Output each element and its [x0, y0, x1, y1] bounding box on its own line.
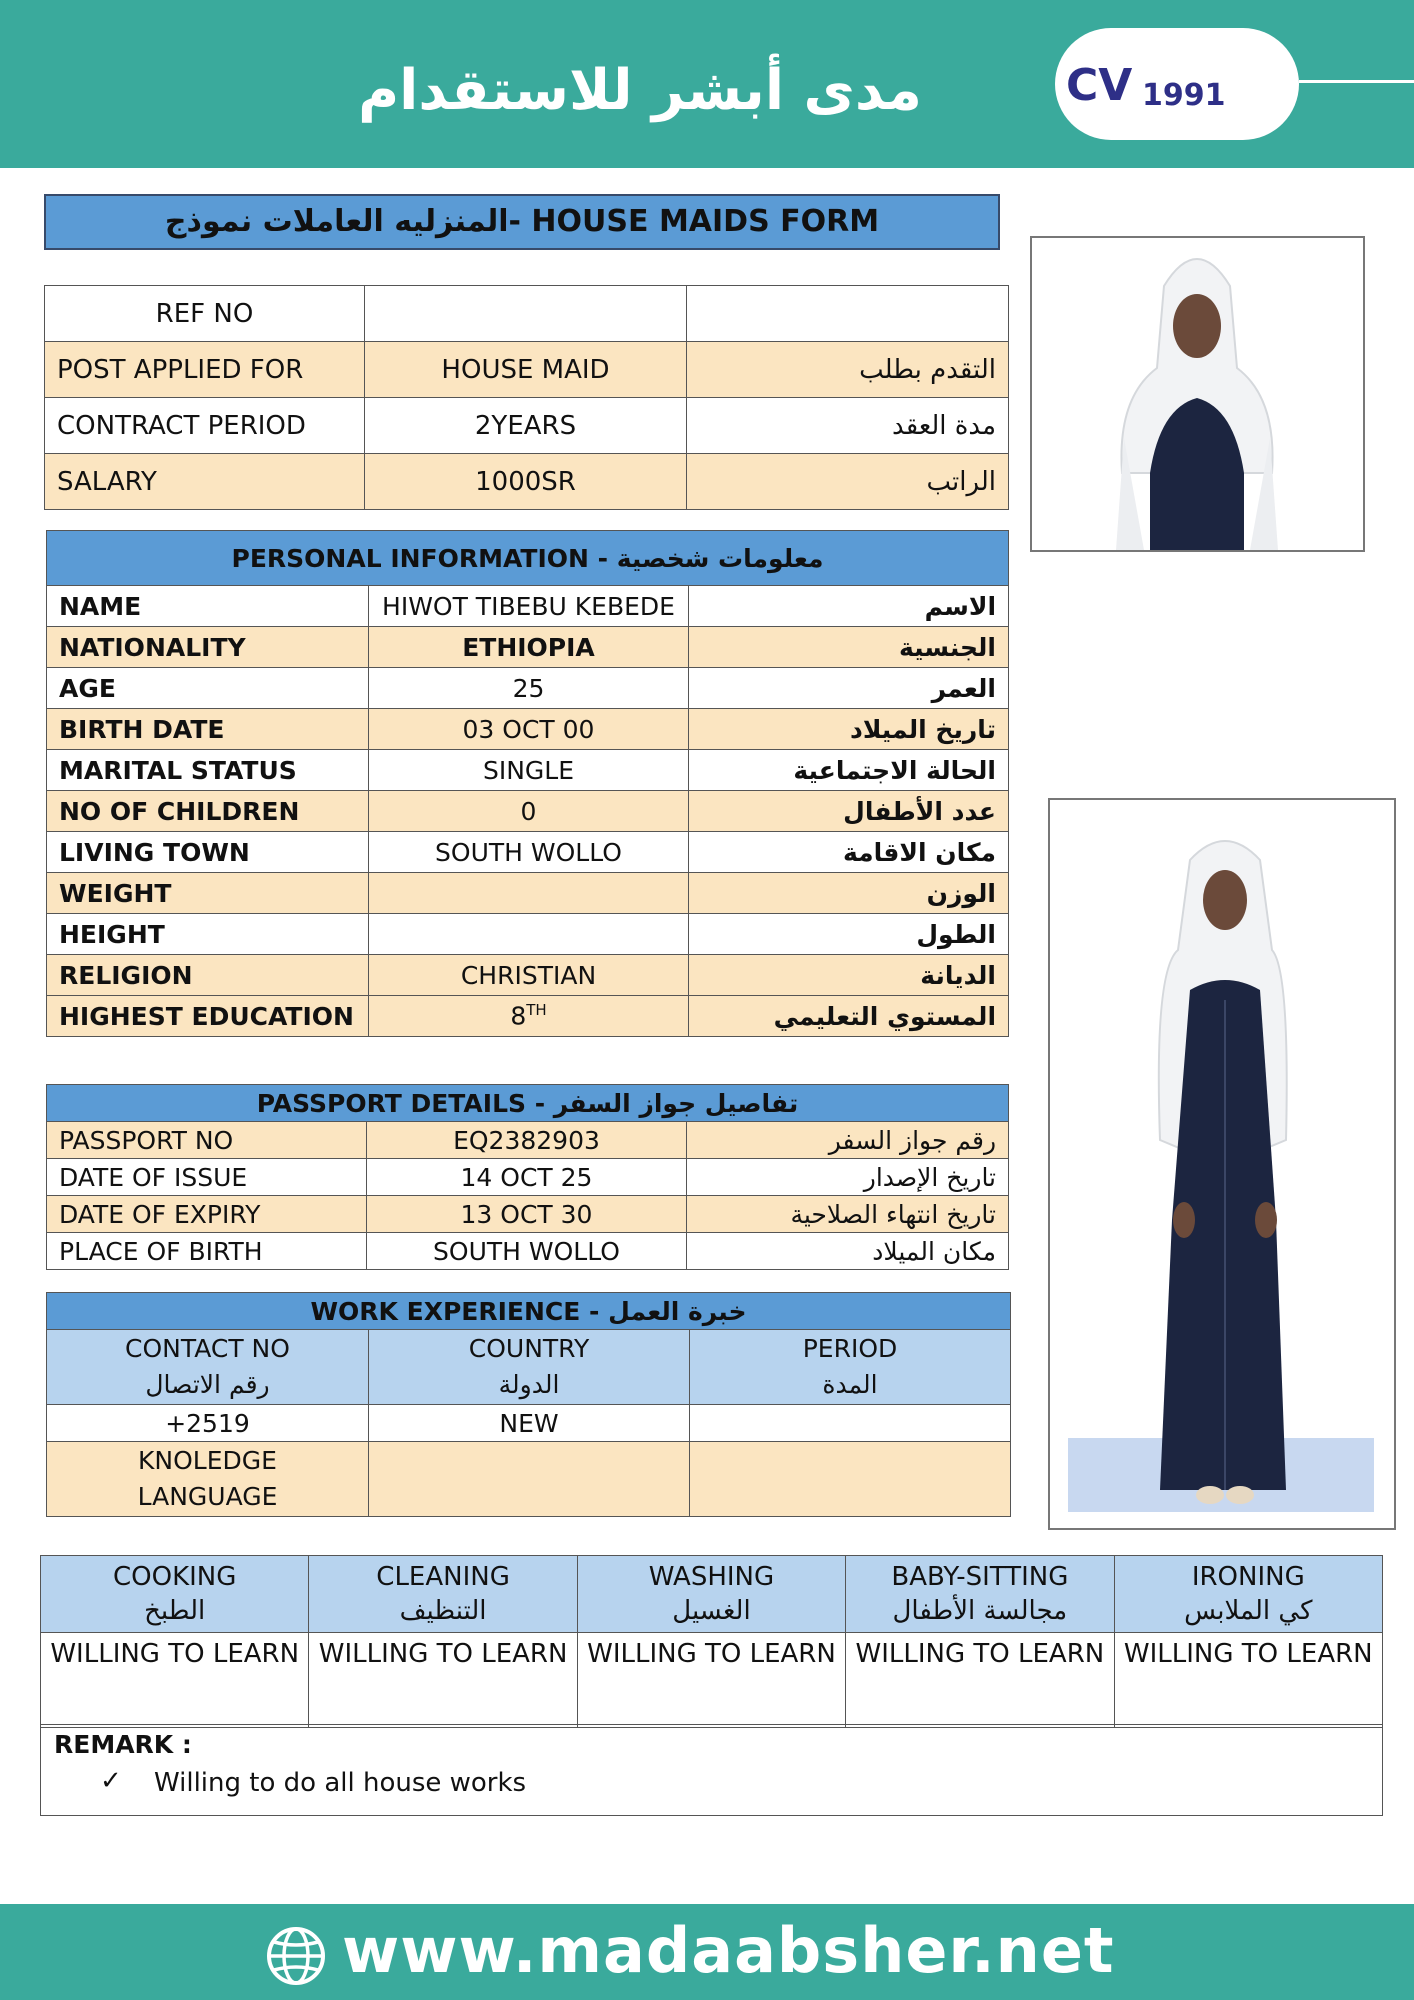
skill-value: WILLING TO LEARN [577, 1633, 845, 1728]
row-arabic: مكان الميلاد [687, 1233, 1009, 1270]
contact-header [47, 1330, 369, 1405]
row-arabic: الطول [689, 914, 1009, 955]
period-header-en: PERIOD [802, 1334, 898, 1363]
ref-label: REF NO [45, 286, 365, 342]
check-icon: ✓ [100, 1766, 122, 1796]
table-row [47, 1159, 1009, 1196]
country-header [369, 1330, 690, 1405]
row-arabic: تاريخ الميلاد [689, 709, 1009, 750]
row-arabic: رقم جواز السفر [687, 1122, 1009, 1159]
row-label: SALARY [45, 454, 365, 510]
row-label: NO OF CHILDREN [47, 791, 369, 832]
row-label: DATE OF ISSUE [47, 1159, 367, 1196]
skill-value: WILLING TO LEARN [1114, 1633, 1382, 1728]
table-row [47, 586, 1009, 627]
row-arabic: تاريخ انتهاء الصلاحية [687, 1196, 1009, 1233]
website-url[interactable]: www.madaabsher.net [342, 1914, 1115, 1987]
period-value [690, 1405, 1011, 1442]
contact-header-en: CONTACT NO [125, 1334, 290, 1363]
skill-en: WASHING [648, 1562, 775, 1592]
cv-number: 1991 [1142, 78, 1226, 113]
row-label: DATE OF EXPIRY [47, 1196, 367, 1233]
row-value: 14 OCT 25 [367, 1159, 687, 1196]
row-arabic: المستوي التعليمي [689, 996, 1009, 1037]
remark-text: Willing to do all house works [154, 1768, 527, 1798]
skill-header-cleaning [309, 1556, 577, 1633]
period-header-ar: المدة [822, 1370, 878, 1399]
knowledge-extra [690, 1442, 1011, 1517]
table-row [47, 668, 1009, 709]
skill-header-baby-sitting [846, 1556, 1114, 1633]
row-label: NAME [47, 586, 369, 627]
table-row [45, 286, 1009, 342]
table-row [45, 342, 1009, 398]
country-header-ar: الدولة [498, 1370, 560, 1399]
skill-en: COOKING [112, 1562, 237, 1592]
row-arabic: عدد الأطفال [689, 791, 1009, 832]
table-row [47, 873, 1009, 914]
row-value: ETHIOPIA [369, 627, 689, 668]
full-body-image [1050, 800, 1394, 1528]
portrait-photo [1030, 236, 1365, 552]
passport-title: PASSPORT DETAILS - تفاصيل جواز السفر [47, 1085, 1009, 1122]
row-value: 03 OCT 00 [369, 709, 689, 750]
row-value: 2YEARS [365, 398, 687, 454]
skill-ar: كي الملابس [1184, 1596, 1313, 1626]
row-value: 0 [369, 791, 689, 832]
row-label: NATIONALITY [47, 627, 369, 668]
knowledge-label: KNOLEDGE [138, 1446, 277, 1475]
table-row [47, 914, 1009, 955]
table-row [47, 750, 1009, 791]
row-arabic: الاسم [689, 586, 1009, 627]
row-arabic: الوزن [689, 873, 1009, 914]
row-label: MARITAL STATUS [47, 750, 369, 791]
knowledge-value [369, 1442, 690, 1517]
knowledge-language-label [47, 1442, 369, 1517]
education-value: 8 [510, 1001, 527, 1031]
row-arabic: التقدم بطلب [687, 342, 1009, 398]
table-row [47, 1442, 1011, 1517]
row-value: 25 [369, 668, 689, 709]
country-header-en: COUNTRY [468, 1334, 590, 1363]
table-row [47, 1122, 1009, 1159]
personal-info-table [46, 530, 1009, 1037]
job-table [44, 285, 1009, 510]
ref-extra [687, 286, 1009, 342]
row-value: 1000SR [365, 454, 687, 510]
row-arabic: الديانة [689, 955, 1009, 996]
skill-value: WILLING TO LEARN [309, 1633, 577, 1728]
row-value: SOUTH WOLLO [367, 1233, 687, 1270]
table-row [47, 955, 1009, 996]
row-value: 13 OCT 30 [367, 1196, 687, 1233]
row-value: HIWOT TIBEBU KEBEDE [369, 586, 689, 627]
row-arabic: الجنسية [689, 627, 1009, 668]
table-row [47, 627, 1009, 668]
cv-label: CV [1066, 60, 1133, 111]
brand-title: مدى أبشر للاستقدام [358, 58, 922, 123]
skill-header-cooking [41, 1556, 309, 1633]
table-row [47, 1196, 1009, 1233]
row-label: HIGHEST EDUCATION [47, 996, 369, 1037]
language-label: LANGUAGE [137, 1482, 278, 1511]
country-value: NEW [369, 1405, 690, 1442]
row-value [369, 996, 689, 1037]
row-value [369, 873, 689, 914]
row-label: LIVING TOWN [47, 832, 369, 873]
portrait-image [1032, 238, 1363, 550]
skill-en: IRONING [1191, 1562, 1305, 1592]
header-line [1299, 80, 1414, 83]
skill-ar: مجالسة الأطفال [892, 1596, 1068, 1626]
work-experience-table [46, 1292, 1011, 1517]
table-row [47, 1233, 1009, 1270]
row-label: PASSPORT NO [47, 1122, 367, 1159]
skill-header-ironing [1114, 1556, 1382, 1633]
work-title: WORK EXPERIENCE - خبرة العمل [47, 1293, 1011, 1330]
row-label: AGE [47, 668, 369, 709]
contact-header-ar: رقم الاتصال [145, 1370, 270, 1399]
row-value: SOUTH WOLLO [369, 832, 689, 873]
table-row [47, 709, 1009, 750]
skills-header-row [41, 1556, 1383, 1633]
full-body-photo [1048, 798, 1396, 1530]
row-value: EQ2382903 [367, 1122, 687, 1159]
table-row [47, 996, 1009, 1037]
period-header [690, 1330, 1011, 1405]
table-row [47, 791, 1009, 832]
row-label: POST APPLIED FOR [45, 342, 365, 398]
row-label: WEIGHT [47, 873, 369, 914]
form-title: المنزليه العاملات نموذج- HOUSE MAIDS FORM [44, 194, 1000, 250]
row-arabic: العمر [689, 668, 1009, 709]
row-label: CONTRACT PERIOD [45, 398, 365, 454]
globe-icon [264, 1924, 328, 1988]
row-arabic: مدة العقد [687, 398, 1009, 454]
row-arabic: الراتب [687, 454, 1009, 510]
row-value: CHRISTIAN [369, 955, 689, 996]
skill-header-washing [577, 1556, 845, 1633]
row-label: HEIGHT [47, 914, 369, 955]
row-value: HOUSE MAID [365, 342, 687, 398]
row-label: BIRTH DATE [47, 709, 369, 750]
table-row [45, 398, 1009, 454]
row-value [369, 914, 689, 955]
table-row [47, 832, 1009, 873]
skills-value-row [41, 1633, 1383, 1728]
passport-table [46, 1084, 1009, 1270]
table-row [47, 1405, 1011, 1442]
skill-en: BABY-SITTING [891, 1562, 1069, 1592]
remark-title: REMARK : [54, 1730, 192, 1759]
skill-ar: الطبخ [144, 1596, 206, 1626]
personal-info-title: PERSONAL INFORMATION - معلومات شخصية [47, 531, 1009, 586]
row-arabic: مكان الاقامة [689, 832, 1009, 873]
row-value: SINGLE [369, 750, 689, 791]
skill-value: WILLING TO LEARN [846, 1633, 1114, 1728]
contact-value: +2519 [47, 1405, 369, 1442]
ref-value [365, 286, 687, 342]
skill-en: CLEANING [376, 1562, 510, 1592]
row-label: RELIGION [47, 955, 369, 996]
education-superscript: TH [526, 1001, 547, 1020]
table-row [45, 454, 1009, 510]
row-arabic: الحالة الاجتماعية [689, 750, 1009, 791]
skills-table [40, 1555, 1383, 1728]
work-header-row [47, 1330, 1011, 1405]
row-label: PLACE OF BIRTH [47, 1233, 367, 1270]
skill-ar: التنظيف [399, 1596, 487, 1626]
row-arabic: تاريخ الإصدار [687, 1159, 1009, 1196]
skill-ar: الغسيل [672, 1596, 751, 1626]
skill-value: WILLING TO LEARN [41, 1633, 309, 1728]
